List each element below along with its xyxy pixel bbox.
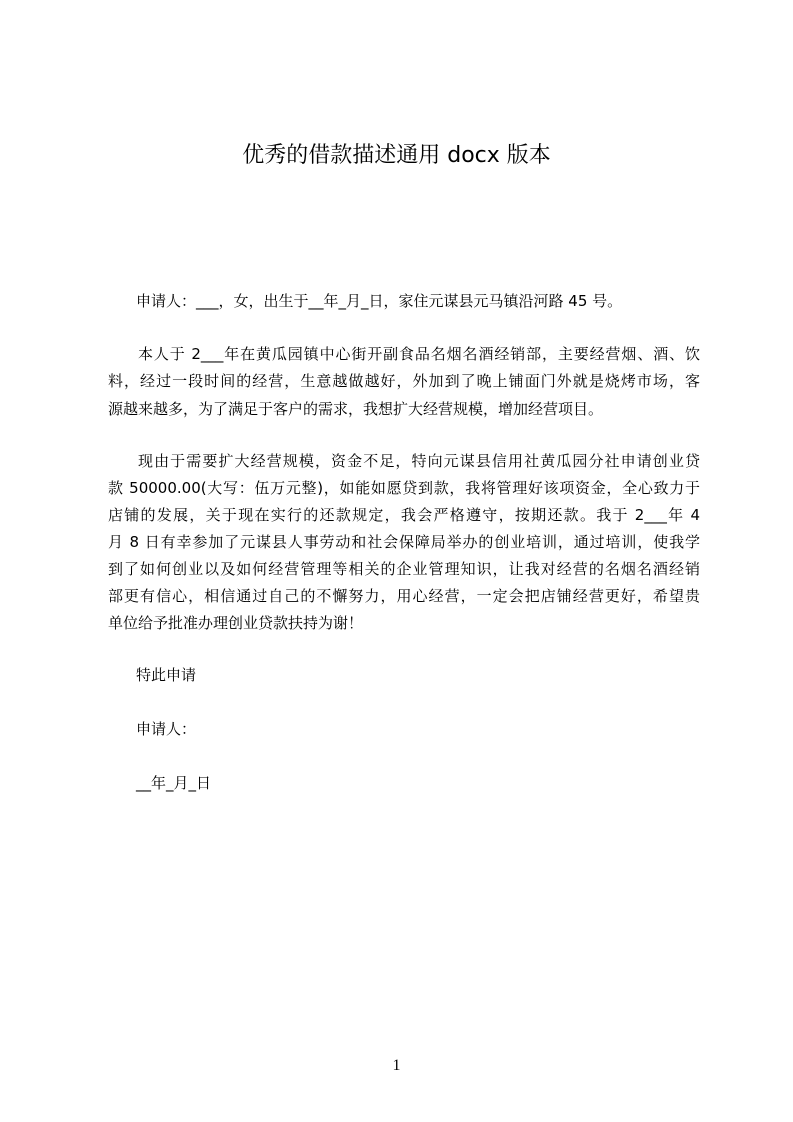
paragraph-2-line-3: 店铺的发展，关于现在实行的还款规定，我会严格遵守，按期还款。我于 2___年 4 — [108, 506, 700, 524]
paragraph-1-line-1: 本人于 2___年在黄瓜园镇中心街开副食品名烟名酒经销部，主要经营烟、酒、饮 — [138, 345, 700, 363]
applicant-info-line: 申请人：___，女，出生于__年_月_日，家住元谋县元马镇沿河路 45 号。 — [136, 292, 623, 310]
paragraph-2-line-1: 现由于需要扩大经营规模，资金不足，特向元谋县信用社黄瓜园分社申请创业贷 — [138, 452, 700, 470]
date-line: __年_月_日 — [136, 774, 212, 792]
paragraph-1-line-3: 源越来越多，为了满足于客户的需求，我想扩大经营规模，增加经营项目。 — [108, 400, 604, 418]
document-title: 优秀的借款描述通用 docx 版本 — [242, 143, 551, 168]
paragraph-2-line-4: 月 8 日有幸参加了元谋县人事劳动和社会保障局举办的创业培训，通过培训，使我学 — [108, 533, 700, 551]
signature-label: 申请人： — [136, 720, 197, 738]
paragraph-1-line-2: 料，经过一段时间的经营，生意越做越好，外加到了晚上铺面门外就是烧烤市场，客 — [108, 372, 700, 390]
paragraph-2-line-7: 单位给予批准办理创业贷款扶持为谢！ — [108, 614, 364, 632]
paragraph-2-line-6: 部更有信心，相信通过自己的不懈努力，用心经营，一定会把店铺经营更好，希望贵 — [108, 587, 700, 605]
paragraph-2-line-5: 到了如何创业以及如何经营管理等相关的企业管理知识，让我对经营的名烟名酒经销 — [108, 560, 700, 578]
closing-text: 特此申请 — [136, 666, 197, 684]
page-number: 1 — [392, 1057, 401, 1074]
paragraph-2-line-2: 款 50000.00(大写：伍万元整)，如能如愿贷到款，我将管理好该项资金，全心致力于 — [108, 479, 700, 497]
